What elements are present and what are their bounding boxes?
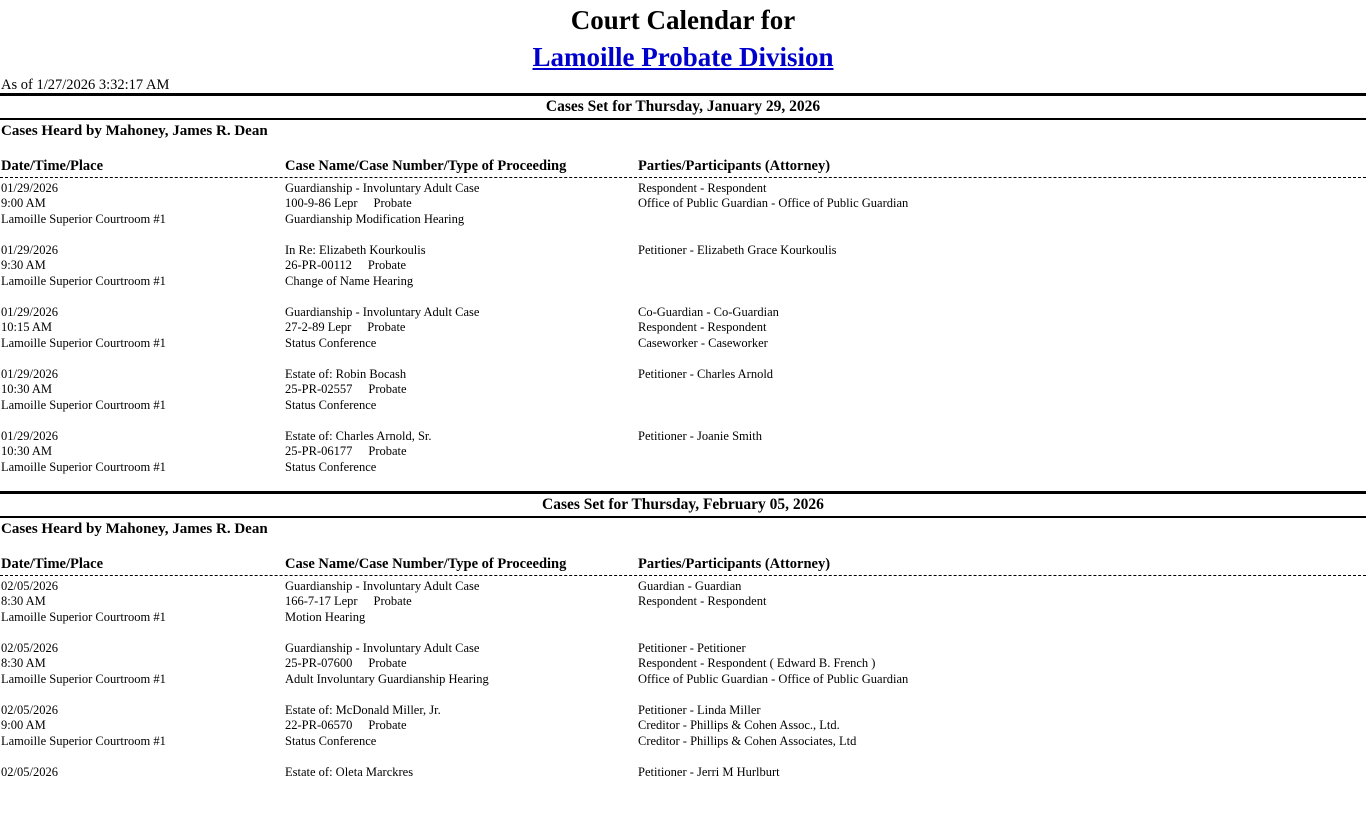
cell-case-info: [285, 641, 489, 687]
cell-parties: [638, 181, 908, 212]
case-time: 10:30 AM: [1, 444, 53, 459]
case-name: Guardianship - Involuntary Adult Case: [285, 305, 480, 319]
case-proceeding: Status Conference: [285, 335, 377, 350]
cell-date-time-place: [1, 305, 166, 351]
case-number-line: [285, 196, 479, 211]
case-division: Probate: [373, 594, 412, 609]
column-header-parties: Parties/Participants (Attorney): [638, 158, 831, 174]
case-proceeding: Guardianship Modification Hearing: [285, 211, 465, 226]
case-name: Estate of: Robin Bocash: [285, 367, 407, 381]
case-number-line: [285, 382, 407, 397]
case-place: Lamoille Superior Courtroom #1: [1, 733, 166, 748]
case-row[interactable]: [0, 181, 1366, 243]
case-number-line: [285, 656, 489, 671]
cell-case-info: [285, 703, 441, 749]
case-place: Lamoille Superior Courtroom #1: [1, 335, 166, 350]
case-number: 25-PR-06177: [285, 444, 353, 459]
case-time: 10:30 AM: [1, 382, 53, 397]
case-number-line: [285, 444, 432, 459]
case-proceeding: Adult Involuntary Guardianship Hearing: [285, 671, 489, 686]
party-participant: Petitioner - Jerri M Hurlburt: [638, 765, 780, 779]
column-header-case: Case Name/Case Number/Type of Proceeding: [285, 556, 567, 572]
case-proceeding: Status Conference: [285, 459, 377, 474]
case-number-line: [285, 258, 426, 273]
day-section: [0, 93, 1366, 491]
case-row[interactable]: [0, 429, 1366, 491]
case-name: Guardianship - Involuntary Adult Case: [285, 641, 480, 655]
judge-heading: Cases Heard by Mahoney, James R. Dean: [1, 521, 268, 537]
case-proceeding: Status Conference: [285, 733, 377, 748]
cell-date-time-place: [1, 181, 166, 227]
cell-case-info: [285, 243, 426, 289]
division-link[interactable]: Lamoille Probate Division: [532, 42, 834, 72]
case-place: Lamoille Superior Courtroom #1: [1, 671, 166, 686]
case-division: Probate: [368, 718, 407, 733]
party-participant: Office of Public Guardian - Office of Public Guardian: [638, 196, 909, 211]
cell-parties: [638, 641, 908, 687]
case-date: 01/29/2026: [1, 367, 58, 381]
cell-date-time-place: [1, 765, 58, 811]
case-name: Guardianship - Involuntary Adult Case: [285, 181, 480, 195]
case-place: Lamoille Superior Courtroom #1: [1, 459, 166, 474]
case-row[interactable]: [0, 641, 1366, 703]
case-number-line: [285, 780, 413, 795]
cell-case-info: [285, 765, 413, 811]
cell-date-time-place: [1, 367, 166, 413]
party-participant: Creditor - Phillips & Cohen Assoc., Ltd.: [638, 718, 840, 733]
cell-date-time-place: [1, 579, 166, 625]
case-proceeding: Motion Hearing: [285, 609, 366, 624]
cell-parties: [638, 703, 856, 749]
case-date: 01/29/2026: [1, 243, 58, 257]
case-date: 02/05/2026: [1, 765, 58, 779]
cell-parties: [638, 367, 773, 382]
cell-parties: [638, 579, 766, 610]
case-number-line: [285, 320, 479, 335]
case-place: Lamoille Superior Courtroom #1: [1, 211, 166, 226]
party-participant: Respondent - Respondent: [638, 594, 767, 609]
column-header-row: [0, 555, 1366, 575]
case-place: [1, 796, 58, 811]
case-number: 25-PR-02557: [285, 382, 353, 397]
case-date: 01/29/2026: [1, 181, 58, 195]
case-date: 02/05/2026: [1, 579, 58, 593]
case-number: 25-PR-07600: [285, 656, 353, 671]
case-place: Lamoille Superior Courtroom #1: [1, 609, 166, 624]
case-time: 9:00 AM: [1, 718, 46, 733]
cell-date-time-place: [1, 429, 166, 475]
case-number-line: [285, 718, 441, 733]
case-name: In Re: Elizabeth Kourkoulis: [285, 243, 426, 257]
cell-parties: [638, 429, 762, 444]
cell-case-info: [285, 367, 407, 413]
case-name: Estate of: Oleta Marckres: [285, 765, 414, 779]
cell-case-info: [285, 305, 479, 351]
case-time: 8:30 AM: [1, 594, 46, 609]
party-participant: Office of Public Guardian - Office of Public Guardian: [638, 671, 909, 686]
case-name: Guardianship - Involuntary Adult Case: [285, 579, 480, 593]
cell-date-time-place: [1, 641, 166, 687]
cell-case-info: [285, 579, 479, 625]
case-division: Probate: [373, 196, 412, 211]
case-row[interactable]: [0, 765, 1366, 827]
calendar-sections: [0, 93, 1366, 827]
case-number: 100-9-86 Lepr: [285, 196, 358, 211]
case-division: Probate: [368, 382, 407, 397]
case-time: [1, 780, 58, 795]
judge-heading: Cases Heard by Mahoney, James R. Dean: [1, 123, 268, 139]
cell-parties: [638, 305, 779, 351]
case-rows: [0, 178, 1366, 491]
as-of-timestamp: As of 1/27/2026 3:32:17 AM: [1, 77, 170, 93]
case-division: Probate: [368, 444, 407, 459]
cell-date-time-place: [1, 243, 166, 289]
party-participant: Creditor - Phillips & Cohen Associates, Ltd: [638, 733, 857, 748]
case-place: Lamoille Superior Courtroom #1: [1, 397, 166, 412]
case-row[interactable]: [0, 579, 1366, 641]
case-number: 27-2-89 Lepr: [285, 320, 352, 335]
case-name: Estate of: McDonald Miller, Jr.: [285, 703, 441, 717]
case-date: 02/05/2026: [1, 641, 58, 655]
party-participant: Petitioner - Charles Arnold: [638, 367, 774, 381]
case-row[interactable]: [0, 243, 1366, 305]
division-title: [0, 38, 1366, 76]
column-header-row: [0, 157, 1366, 177]
case-division: Probate: [368, 656, 407, 671]
day-band-title: Cases Set for Thursday, January 29, 2026: [545, 98, 821, 115]
party-participant: Caseworker - Caseworker: [638, 335, 768, 350]
case-name: Estate of: Charles Arnold, Sr.: [285, 429, 432, 443]
party-participant: Co-Guardian - Co-Guardian: [638, 305, 779, 319]
case-number: 26-PR-00112: [285, 258, 352, 273]
cell-parties: [638, 765, 780, 780]
party-participant: Respondent - Respondent: [638, 181, 767, 195]
case-time: 9:00 AM: [1, 196, 46, 211]
case-proceeding: [285, 796, 413, 811]
case-date: 01/29/2026: [1, 429, 58, 443]
case-time: 9:30 AM: [1, 258, 46, 273]
page-header: [0, 0, 1366, 76]
case-division: Probate: [367, 258, 407, 273]
case-row[interactable]: [0, 703, 1366, 765]
column-header-parties: Parties/Participants (Attorney): [638, 556, 831, 572]
case-number: 22-PR-06570: [285, 718, 353, 733]
case-row[interactable]: [0, 367, 1366, 429]
party-participant: Petitioner - Elizabeth Grace Kourkoulis: [638, 243, 837, 257]
cell-case-info: [285, 181, 479, 227]
case-number: 166-7-17 Lepr: [285, 594, 358, 609]
column-header-date-time-place: Date/Time/Place: [1, 158, 104, 174]
column-header-date-time-place: Date/Time/Place: [1, 556, 104, 572]
page-title: Court Calendar for: [570, 5, 796, 35]
case-time: 10:15 AM: [1, 320, 53, 335]
case-division: Probate: [367, 320, 406, 335]
cell-date-time-place: [1, 703, 166, 749]
case-proceeding: Change of Name Hearing: [285, 273, 414, 288]
party-participant: Petitioner - Linda Miller: [638, 703, 761, 717]
case-date: 02/05/2026: [1, 703, 58, 717]
case-place: Lamoille Superior Courtroom #1: [1, 273, 166, 288]
case-date: 01/29/2026: [1, 305, 58, 319]
cell-parties: [638, 243, 837, 258]
case-number-line: [285, 594, 479, 609]
party-participant: Guardian - Guardian: [638, 579, 742, 593]
case-row[interactable]: [0, 305, 1366, 367]
case-time: 8:30 AM: [1, 656, 46, 671]
party-participant: Petitioner - Petitioner: [638, 641, 746, 655]
party-participant: Respondent - Respondent ( Edward B. French ): [638, 656, 876, 671]
cell-case-info: [285, 429, 432, 475]
party-participant: Petitioner - Joanie Smith: [638, 429, 762, 443]
column-header-case: Case Name/Case Number/Type of Proceeding: [285, 158, 567, 174]
case-proceeding: Status Conference: [285, 397, 377, 412]
day-band-title: Cases Set for Thursday, February 05, 2026: [542, 496, 824, 513]
party-participant: Respondent - Respondent: [638, 320, 767, 335]
day-section: [0, 491, 1366, 827]
case-rows: [0, 576, 1366, 827]
